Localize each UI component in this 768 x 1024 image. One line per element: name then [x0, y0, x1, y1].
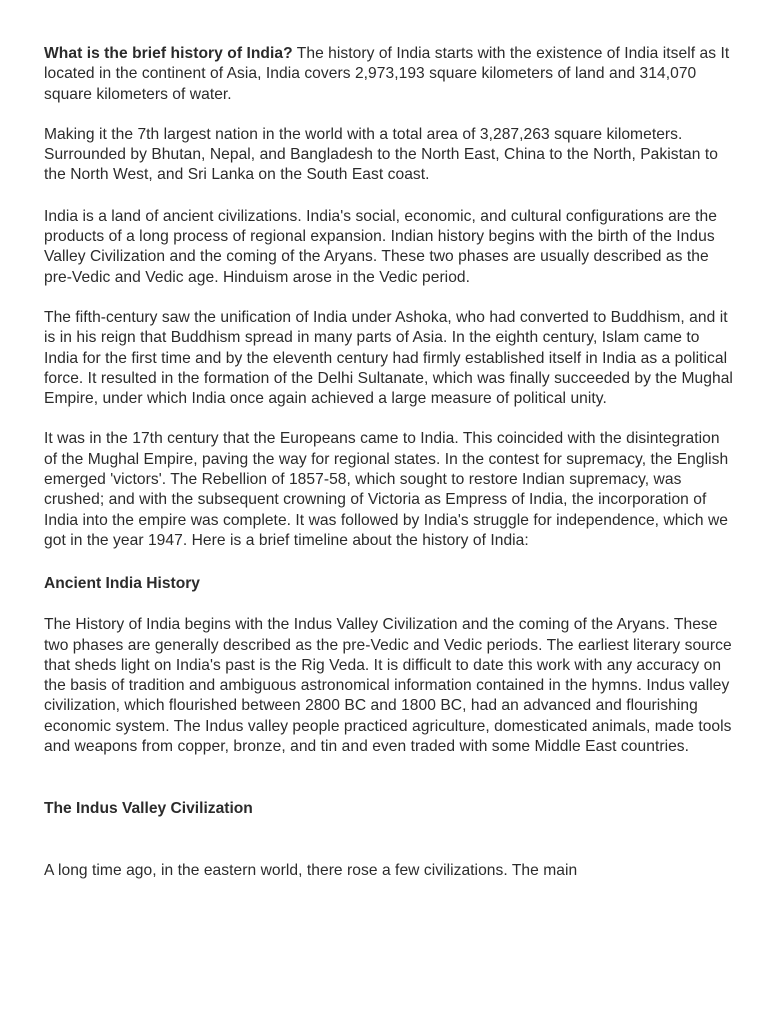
document-page [44, 44, 734, 882]
paragraph-europeans: It was in the 17th century that the Europeans came to India. This coincided with the disintegration of the Mughal Empire, paving the way for regional states. In the contest for supremacy, the English emerged 'victors'. The Rebellion of 1857-58, which sought to restore Indian supremacy, was crushed; and with the subsequent crowning of Victoria as Empress of India, the incorporation of India into the empire was complete. It was followed by India's struggle for independence, which we got in the year 1947. Here is a brief timeline about the history of India: [44, 430, 729, 549]
intro-paragraph [44, 44, 734, 105]
heading-indus-valley-civilization: The Indus Valley Civilization [44, 800, 253, 818]
intro-question: What is the brief history of India? [44, 45, 293, 62]
paragraph-indus-valley: A long time ago, in the eastern world, there rose a few civilizations. The main [44, 862, 578, 880]
paragraph-ancient-india: The History of India begins with the Indus Valley Civilization and the coming of the Aryans. These two phases are generally described as the pre-Vedic and Vedic periods. The earliest literary source that sheds light on India's past is the Rig Veda. It is difficult to date this work with any accuracy on the basis of tradition and ambiguous astronomical information contained in the hymns. Indus valley civilization, which flourished between 2800 BC and 1800 BC, had an advanced and flourishing economic system. The Indus valley people practiced agriculture, domesticated animals, made tools and weapons from copper, bronze, and tin and even traded with some Middle East countries. [44, 616, 732, 756]
heading-ancient-india-history: Ancient India History [44, 575, 200, 593]
paragraph-area: Making it the 7th largest nation in the world with a total area of 3,287,263 square kilometers. Surrounded by Bhutan, Nepal, and Bangladesh to the North East, China to the North, Pakistan to the North West, and Sri Lanka on the South East coast. [44, 125, 718, 184]
intro-text: The history of India starts with the existence of India itself as It located in the continent of Asia, India covers 2,973,193 square kilometers of land and 314,070 square kilometers of water. [44, 45, 730, 103]
paragraph-unification: The fifth-century saw the unification of India under Ashoka, who had converted to Buddhism, and it is in his reign that Buddhism spread in many parts of Asia. In the eighth century, Islam came to India for the first time and by the eleventh century had firmly established itself in India as a political force. It resulted in the formation of the Delhi Sultanate, which was finally succeeded by the Mughal Empire, under which India once again achieved a large measure of political unity. [44, 308, 733, 408]
paragraph-civilizations: India is a land of ancient civilizations. India's social, economic, and cultural configurations are the products of a long process of regional expansion. Indian history begins with the birth of the Indus Valley Civilization and the coming of the Aryans. These two phases are usually described as the pre-Vedic and Vedic age. Hinduism arose in the Vedic period. [44, 207, 717, 286]
